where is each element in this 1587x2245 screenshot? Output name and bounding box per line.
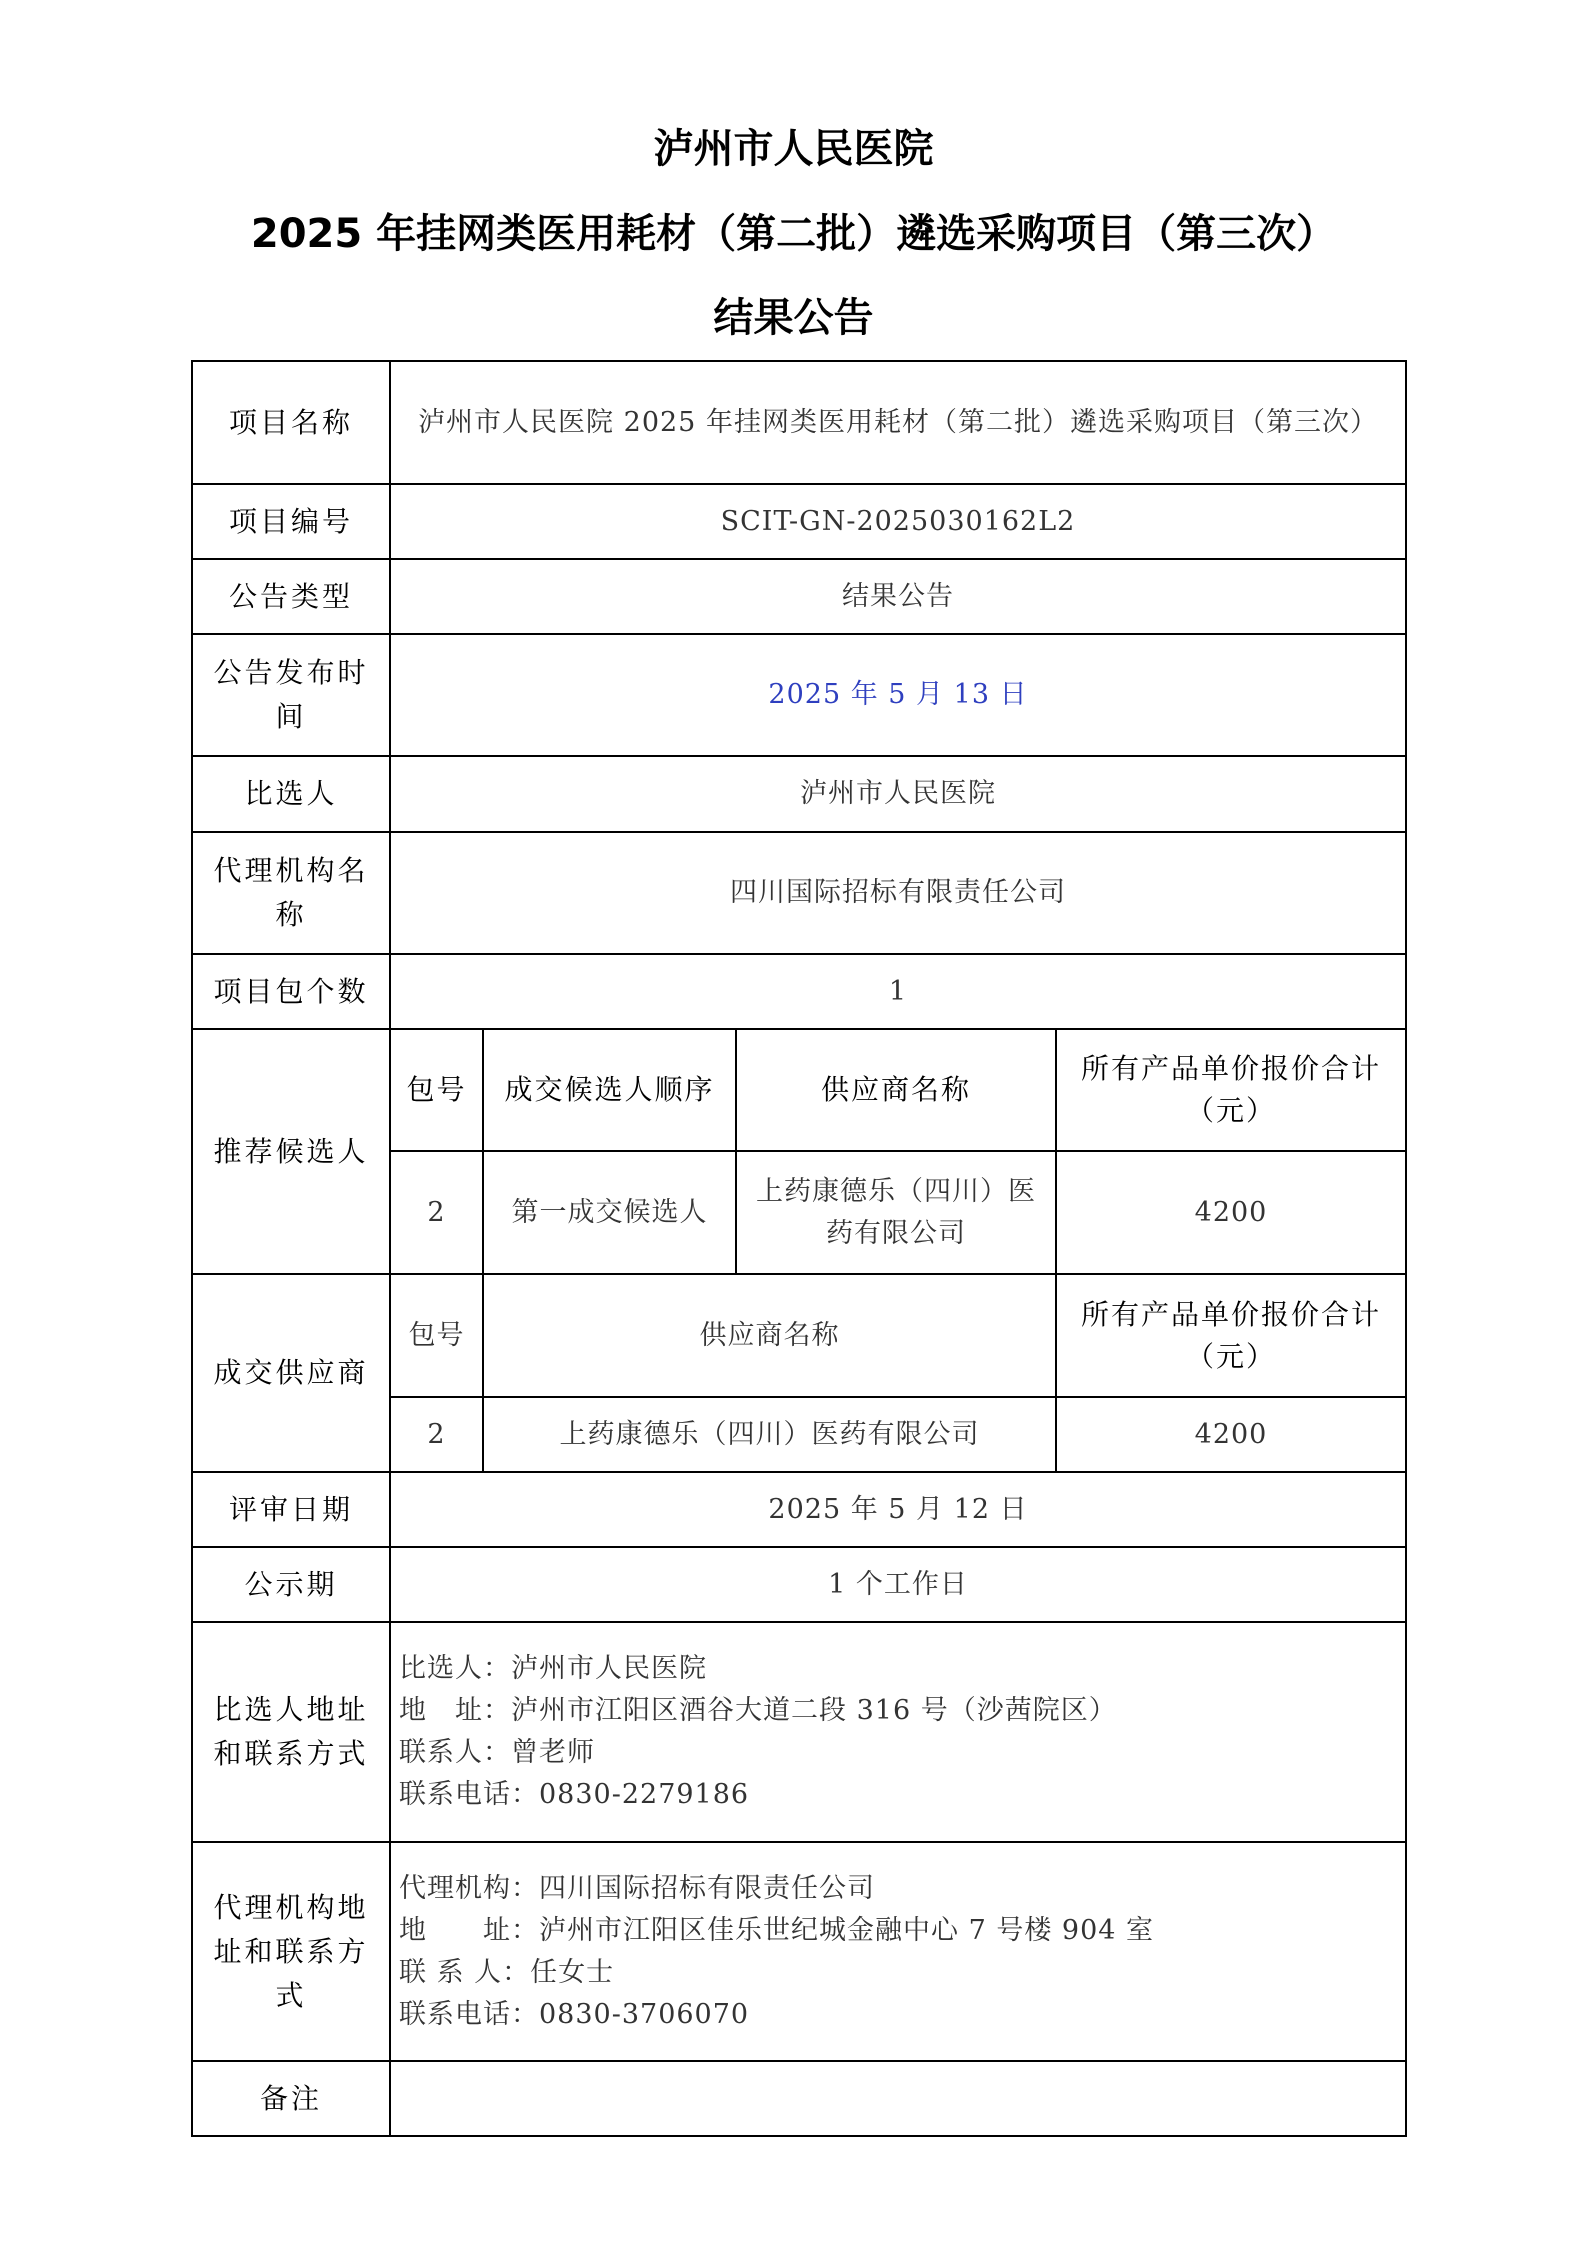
agency-label: 代理机构名称 bbox=[192, 832, 390, 954]
selector-contact-line: 联系电话：0830-2279186 bbox=[399, 1779, 750, 1810]
selector-value: 泸州市人民医院 bbox=[390, 756, 1406, 832]
publish-time-label: 公告发布时间 bbox=[192, 634, 390, 756]
publicity-label: 公示期 bbox=[192, 1547, 390, 1622]
winner-total: 4200 bbox=[1056, 1397, 1406, 1472]
agency-contact-line: 代理机构：四川国际招标有限责任公司 bbox=[399, 1872, 875, 1904]
notice-type-label: 公告类型 bbox=[192, 559, 390, 634]
candidates-label: 推荐候选人 bbox=[192, 1029, 390, 1274]
row-notice-type bbox=[192, 559, 1406, 634]
selector-contact-line: 联系人：曾老师 bbox=[399, 1737, 595, 1768]
candidates-header-pkg: 包号 bbox=[390, 1029, 483, 1151]
publicity-value: 1 个工作日 bbox=[390, 1547, 1406, 1622]
candidates-header-total: 所有产品单价报价合计（元） bbox=[1056, 1029, 1406, 1151]
winner-supplier: 上药康德乐（四川）医药有限公司 bbox=[483, 1397, 1056, 1472]
title-line-1: 泸州市人民医院 bbox=[653, 126, 934, 172]
row-selector bbox=[192, 756, 1406, 832]
package-count-label: 项目包个数 bbox=[192, 954, 390, 1029]
notice-type-value: 结果公告 bbox=[390, 559, 1406, 634]
winner-header-supplier: 供应商名称 bbox=[483, 1274, 1056, 1397]
winner-label: 成交供应商 bbox=[192, 1274, 390, 1472]
winner-header-pkg: 包号 bbox=[390, 1274, 483, 1397]
row-agency-contact bbox=[192, 1842, 1406, 2061]
selector-contact-label: 比选人地址和联系方式 bbox=[192, 1622, 390, 1842]
candidate-supplier: 上药康德乐（四川）医药有限公司 bbox=[736, 1151, 1056, 1274]
selector-contact-block bbox=[390, 1622, 1406, 1842]
row-package-count bbox=[192, 954, 1406, 1029]
candidates-header-order: 成交候选人顺序 bbox=[483, 1029, 736, 1151]
title-line-3: 结果公告 bbox=[713, 295, 874, 341]
remarks-value bbox=[390, 2061, 1406, 2136]
project-code-value: SCIT-GN-2025030162L2 bbox=[390, 484, 1406, 559]
agency-contact-block bbox=[390, 1842, 1406, 2061]
project-name-label: 项目名称 bbox=[192, 361, 390, 484]
agency-contact-line: 联系电话：0830-3706070 bbox=[399, 1998, 750, 2030]
announcement-table bbox=[191, 360, 1407, 2137]
candidate-total: 4200 bbox=[1056, 1151, 1406, 1274]
row-review-date bbox=[192, 1472, 1406, 1547]
candidate-pkg: 2 bbox=[390, 1151, 483, 1274]
row-project-name bbox=[192, 361, 1406, 484]
selector-contact-line: 地 址：泸州市江阳区酒谷大道二段 316 号（沙茜院区） bbox=[399, 1695, 1117, 1726]
selector-label: 比选人 bbox=[192, 756, 390, 832]
agency-contact-label: 代理机构地址和联系方式 bbox=[192, 1842, 390, 2061]
winner-header-row bbox=[192, 1274, 1406, 1397]
row-selector-contact bbox=[192, 1622, 1406, 1842]
title-line-2: 2025 年挂网类医用耗材（第二批）遴选采购项目（第三次） bbox=[250, 211, 1337, 257]
row-publish-time bbox=[192, 634, 1406, 756]
project-name-value: 泸州市人民医院 2025 年挂网类医用耗材（第二批）遴选采购项目（第三次） bbox=[390, 361, 1406, 484]
candidates-header-supplier: 供应商名称 bbox=[736, 1029, 1056, 1151]
agency-contact-line: 联 系 人：任女士 bbox=[399, 1956, 615, 1988]
row-project-code bbox=[192, 484, 1406, 559]
agency-value: 四川国际招标有限责任公司 bbox=[390, 832, 1406, 954]
agency-contact-line: 地 址：泸州市江阳区佳乐世纪城金融中心 7 号楼 904 室 bbox=[399, 1914, 1155, 1946]
candidates-header-row bbox=[192, 1029, 1406, 1151]
row-remarks bbox=[192, 2061, 1406, 2136]
remarks-label: 备注 bbox=[192, 2061, 390, 2136]
review-date-label: 评审日期 bbox=[192, 1472, 390, 1547]
package-count-value: 1 bbox=[390, 954, 1406, 1029]
review-date-value: 2025 年 5 月 12 日 bbox=[390, 1472, 1406, 1547]
winner-pkg: 2 bbox=[390, 1397, 483, 1472]
row-publicity bbox=[192, 1547, 1406, 1622]
project-code-label: 项目编号 bbox=[192, 484, 390, 559]
winner-header-total: 所有产品单价报价合计（元） bbox=[1056, 1274, 1406, 1397]
selector-contact-line: 比选人：泸州市人民医院 bbox=[399, 1653, 707, 1684]
row-agency bbox=[192, 832, 1406, 954]
publish-time-value: 2025 年 5 月 13 日 bbox=[390, 634, 1406, 756]
candidate-order: 第一成交候选人 bbox=[483, 1151, 736, 1274]
